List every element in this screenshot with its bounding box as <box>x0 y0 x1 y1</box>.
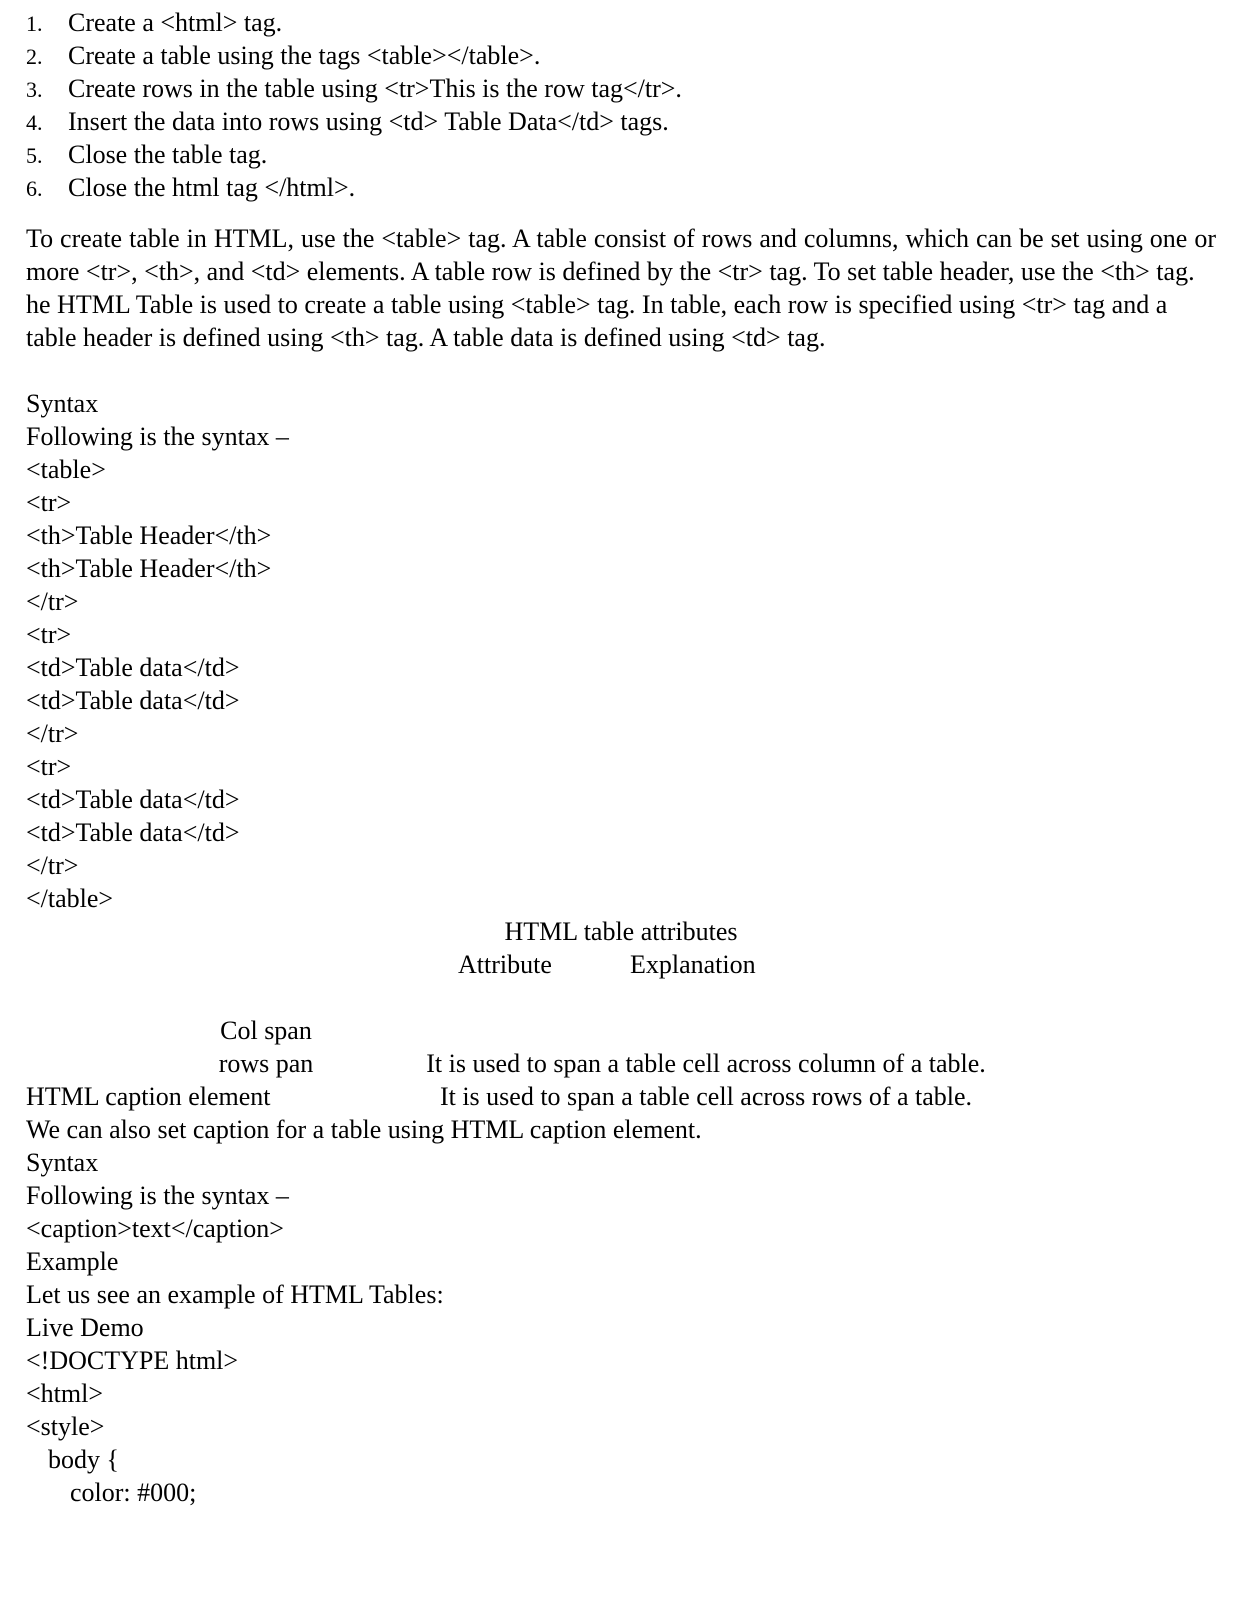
intro-paragraph: To create table in HTML, use the <table> tag. A table consist of rows and columns, which can be set using one or more <tr>, <th>, and <td> elements. A table row is defined by the <tr> tag. To set table header, use the <th> tag. <box>26 224 1216 286</box>
code-line: </table> <box>26 884 114 913</box>
code-line: body { <box>48 1445 119 1474</box>
step-number: 1. <box>26 11 43 36</box>
step-number: 3. <box>26 77 43 102</box>
example-lead: Let us see an example of HTML Tables: <box>26 1280 444 1309</box>
attribute-column-header: Attribute <box>458 950 552 979</box>
code-line: <td>Table data</td> <box>26 653 240 682</box>
code-line: <td>Table data</td> <box>26 785 240 814</box>
step-number: 6. <box>26 176 43 201</box>
code-line: <tr> <box>26 488 72 517</box>
step-text: Close the table tag. <box>68 140 268 169</box>
steps-list <box>26 6 1216 204</box>
code-line: </tr> <box>26 851 79 880</box>
example-code-block <box>26 1344 1216 1509</box>
intro-paragraph: he HTML Table is used to create a table using <table> tag. In table, each row is specified using <tr> tag and a table header is defined using <th> tag. A table data is defined using <td> tag. <box>26 290 1168 352</box>
syntax-lead: Following is the syntax – <box>26 1181 289 1210</box>
step-text: Insert the data into rows using <td> Table Data</td> tags. <box>68 107 669 136</box>
intro-section <box>26 222 1216 354</box>
example-heading: Example <box>26 1247 119 1276</box>
syntax-section <box>26 387 1216 915</box>
attribute-explanation: It is used to span a table cell across rows of a table. <box>439 1082 973 1111</box>
code-line: <th>Table Header</th> <box>26 521 272 550</box>
code-line: <td>Table data</td> <box>26 818 240 847</box>
explanation-column-header: Explanation <box>630 950 756 979</box>
attributes-header-row <box>26 948 1216 981</box>
step-text: Close the html tag </html>. <box>68 173 356 202</box>
live-demo-label: Live Demo <box>26 1313 144 1342</box>
code-line: <table> <box>26 455 106 484</box>
code-line: </tr> <box>26 587 79 616</box>
section-heading: Syntax <box>26 389 99 418</box>
code-line: </tr> <box>26 719 79 748</box>
section-heading: HTML caption element <box>26 1082 271 1111</box>
step-item <box>26 39 1216 72</box>
code-block <box>26 453 1216 915</box>
step-item <box>26 72 1216 105</box>
code-line: <!DOCTYPE html> <box>26 1346 239 1375</box>
spacer <box>26 354 1216 387</box>
syntax-heading: Syntax <box>26 1148 99 1177</box>
step-number: 5. <box>26 143 43 168</box>
step-item <box>26 171 1216 204</box>
step-number: 4. <box>26 110 43 135</box>
document-page <box>26 6 1216 1509</box>
code-line: <td>Table data</td> <box>26 686 240 715</box>
code-line: color: #000; <box>70 1478 197 1507</box>
step-number: 2. <box>26 44 43 69</box>
caption-syntax-code: <caption>text</caption> <box>26 1214 284 1243</box>
attribute-name: rows pan <box>218 1049 314 1078</box>
attributes-title: HTML table attributes <box>504 917 738 946</box>
step-text: Create a <html> tag. <box>68 8 283 37</box>
code-line: <html> <box>26 1379 103 1408</box>
step-item <box>26 105 1216 138</box>
attribute-name: Col span <box>220 1016 312 1045</box>
step-text: Create a table using the tags <table></table>. <box>68 41 541 70</box>
code-line: <tr> <box>26 752 72 781</box>
syntax-lead: Following is the syntax – <box>26 422 289 451</box>
caption-section <box>26 1080 1216 1509</box>
step-text: Create rows in the table using <tr>This is the row tag</tr>. <box>68 74 682 103</box>
step-item <box>26 138 1216 171</box>
caption-description: We can also set caption for a table using HTML caption element. <box>26 1115 702 1144</box>
step-item <box>26 6 1216 39</box>
code-line: <tr> <box>26 620 72 649</box>
code-line: <th>Table Header</th> <box>26 554 272 583</box>
code-line: <style> <box>26 1412 105 1441</box>
attribute-explanation: It is used to span a table cell across column of a table. <box>426 1049 986 1078</box>
